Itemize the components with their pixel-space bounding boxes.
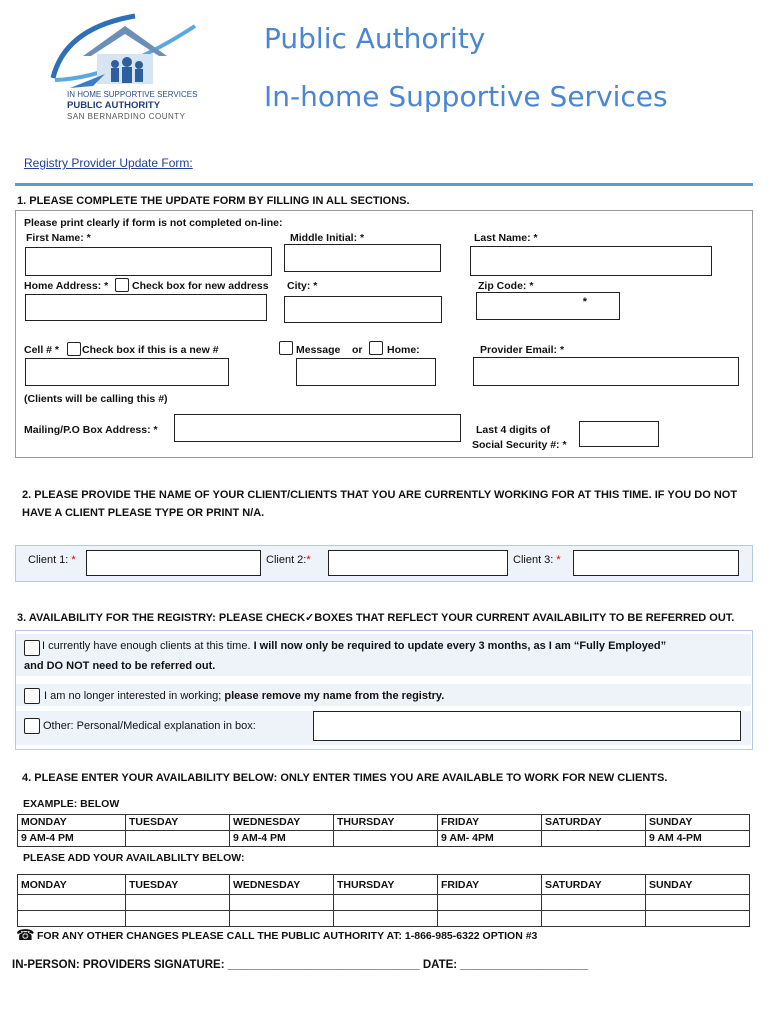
availability-day-header: FRIDAY bbox=[438, 875, 542, 895]
other-explanation-input[interactable] bbox=[313, 711, 741, 741]
example-time-cell: 9 AM-4 PM bbox=[18, 831, 126, 847]
example-day-header: FRIDAY bbox=[438, 815, 542, 831]
signature-line: IN-PERSON: PROVIDERS SIGNATURE: ______________________________ DATE: ____________________ bbox=[12, 959, 589, 971]
client1-label: Client 1: * bbox=[28, 554, 76, 566]
city-label: City: * bbox=[287, 280, 318, 292]
form-title: Registry Provider Update Form: bbox=[24, 156, 193, 170]
availability-cell[interactable] bbox=[230, 895, 334, 911]
provider-email-input[interactable] bbox=[473, 357, 739, 386]
section2-heading: 2. PLEASE PROVIDE THE NAME OF YOUR CLIENT/CLIENTS THAT YOU ARE CURRENTLY WORKING FOR AT THIS TIME. IF YOU DO NOT HAVE A CLIENT PLEASE TYPE OR PRINT N/A. bbox=[22, 489, 738, 519]
middle-initial-label: Middle Initial: * bbox=[290, 232, 365, 244]
other-checkbox[interactable] bbox=[24, 718, 40, 734]
section4-heading: 4. PLEASE ENTER YOUR AVAILABILITY BELOW: ONLY ENTER TIMES YOU ARE AVAILABLE TO WORK FOR NEW CLIENTS. bbox=[22, 772, 668, 784]
logo-line3: SAN BERNARDINO COUNTY bbox=[67, 112, 186, 121]
option1-text: I currently have enough clients at this time. I will now only be required to update every 3 months, as I am “Fully Employed” bbox=[42, 640, 667, 652]
title-public-authority: Public Authority bbox=[264, 22, 486, 55]
availability-cell[interactable] bbox=[126, 895, 230, 911]
remove-me-checkbox[interactable] bbox=[24, 688, 40, 704]
section1-heading: 1. PLEASE COMPLETE THE UPDATE FORM BY FILLING IN ALL SECTIONS. bbox=[17, 195, 410, 207]
middle-initial-input[interactable] bbox=[284, 244, 441, 272]
example-time-cell bbox=[542, 831, 646, 847]
house-logo-icon bbox=[45, 8, 205, 96]
message-label: Message bbox=[296, 344, 341, 356]
availability-day-header: TUESDAY bbox=[126, 875, 230, 895]
availability-cell[interactable] bbox=[18, 895, 126, 911]
logo-line1: IN HOME SUPPORTIVE SERVICES bbox=[67, 90, 198, 99]
title-ihss: In-home Supportive Services bbox=[264, 80, 668, 113]
client3-input[interactable] bbox=[573, 550, 739, 576]
fully-employed-checkbox[interactable] bbox=[24, 640, 40, 656]
last-name-input[interactable] bbox=[470, 246, 712, 276]
availability-cell[interactable] bbox=[126, 911, 230, 927]
phone-note: FOR ANY OTHER CHANGES PLEASE CALL THE PUBLIC AUTHORITY AT: 1-866-985-6322 OPTION #3 bbox=[37, 930, 538, 942]
example-time-cell bbox=[334, 831, 438, 847]
cell-input[interactable] bbox=[25, 358, 229, 386]
availability-day-header: THURSDAY bbox=[334, 875, 438, 895]
new-address-checkbox[interactable] bbox=[115, 278, 129, 292]
first-name-input[interactable] bbox=[25, 247, 272, 276]
city-input[interactable] bbox=[284, 296, 442, 323]
example-day-header: TUESDAY bbox=[126, 815, 230, 831]
add-availability-label: PLEASE ADD YOUR AVAILABLILTY BELOW: bbox=[23, 852, 245, 864]
zip-code-label: Zip Code: * bbox=[478, 280, 534, 292]
client2-label: Client 2:* bbox=[266, 554, 311, 566]
option3-text: Other: Personal/Medical explanation in box: bbox=[43, 720, 256, 732]
example-schedule-table bbox=[17, 814, 750, 847]
first-name-label: First Name: * bbox=[26, 232, 91, 244]
cell-label: Cell # * bbox=[24, 344, 60, 356]
example-label: EXAMPLE: BELOW bbox=[23, 798, 120, 810]
print-instruction: Please print clearly if form is not completed on-line: bbox=[24, 217, 283, 229]
zip-code-input[interactable] bbox=[476, 292, 620, 320]
option2-text: I am no longer interested in working; please remove my name from the registry. bbox=[44, 690, 445, 702]
example-time-cell bbox=[126, 831, 230, 847]
example-day-header: WEDNESDAY bbox=[230, 815, 334, 831]
ssn-last4-input[interactable] bbox=[579, 421, 659, 447]
provider-email-label: Provider Email: * bbox=[480, 344, 565, 356]
new-cell-checkbox[interactable] bbox=[67, 342, 81, 356]
option1-text-line2: and DO NOT need to be referred out. bbox=[24, 660, 216, 672]
availability-cell[interactable] bbox=[646, 911, 750, 927]
example-time-cell: 9 AM- 4PM bbox=[438, 831, 542, 847]
logo-line2: PUBLIC AUTHORITY bbox=[67, 100, 161, 111]
example-day-header: MONDAY bbox=[18, 815, 126, 831]
example-time-cell: 9 AM-4 PM bbox=[230, 831, 334, 847]
availability-cell[interactable] bbox=[230, 911, 334, 927]
home-address-label: Home Address: * bbox=[24, 280, 109, 292]
section3-heading: 3. AVAILABILITY FOR THE REGISTRY: PLEASE CHECK✓BOXES THAT REFLECT YOUR CURRENT AVAILABILITY TO BE REFERRED OUT. bbox=[17, 612, 735, 624]
ssn-label-line1: Last 4 digits of bbox=[476, 424, 551, 436]
example-time-cell: 9 AM 4-PM bbox=[646, 831, 750, 847]
mailing-address-label: Mailing/P.O Box Address: * bbox=[24, 424, 158, 436]
availability-cell[interactable] bbox=[646, 895, 750, 911]
phone-icon: ☎ bbox=[16, 927, 35, 944]
availability-day-header: MONDAY bbox=[18, 875, 126, 895]
example-day-header: SATURDAY bbox=[542, 815, 646, 831]
client1-input[interactable] bbox=[86, 550, 261, 576]
message-checkbox[interactable] bbox=[279, 341, 293, 355]
availability-cell[interactable] bbox=[334, 911, 438, 927]
home-phone-label: Home: bbox=[387, 344, 420, 356]
availability-cell[interactable] bbox=[438, 895, 542, 911]
example-day-header: SUNDAY bbox=[646, 815, 750, 831]
client3-label: Client 3: * bbox=[513, 554, 561, 566]
client2-input[interactable] bbox=[328, 550, 508, 576]
divider bbox=[15, 183, 753, 186]
availability-day-header: SATURDAY bbox=[542, 875, 646, 895]
availability-cell[interactable] bbox=[334, 895, 438, 911]
availability-cell[interactable] bbox=[18, 911, 126, 927]
or-label: or bbox=[352, 344, 363, 356]
new-address-check-label: Check box for new address bbox=[132, 280, 269, 292]
mailing-address-input[interactable] bbox=[174, 414, 461, 442]
availability-cell[interactable] bbox=[542, 895, 646, 911]
availability-table bbox=[17, 874, 750, 927]
availability-day-header: WEDNESDAY bbox=[230, 875, 334, 895]
ssn-label-line2: Social Security #: * bbox=[472, 439, 567, 451]
clients-note: (Clients will be calling this #) bbox=[24, 393, 168, 405]
availability-cell[interactable] bbox=[542, 911, 646, 927]
example-day-header: THURSDAY bbox=[334, 815, 438, 831]
home-phone-input[interactable] bbox=[296, 358, 436, 386]
home-phone-checkbox[interactable] bbox=[369, 341, 383, 355]
availability-day-header: SUNDAY bbox=[646, 875, 750, 895]
new-cell-check-label: Check box if this is a new # bbox=[82, 344, 219, 356]
home-address-input[interactable] bbox=[25, 294, 267, 321]
availability-cell[interactable] bbox=[438, 911, 542, 927]
zip-required-star: * bbox=[582, 296, 587, 308]
logo bbox=[45, 8, 205, 126]
last-name-label: Last Name: * bbox=[474, 232, 538, 244]
